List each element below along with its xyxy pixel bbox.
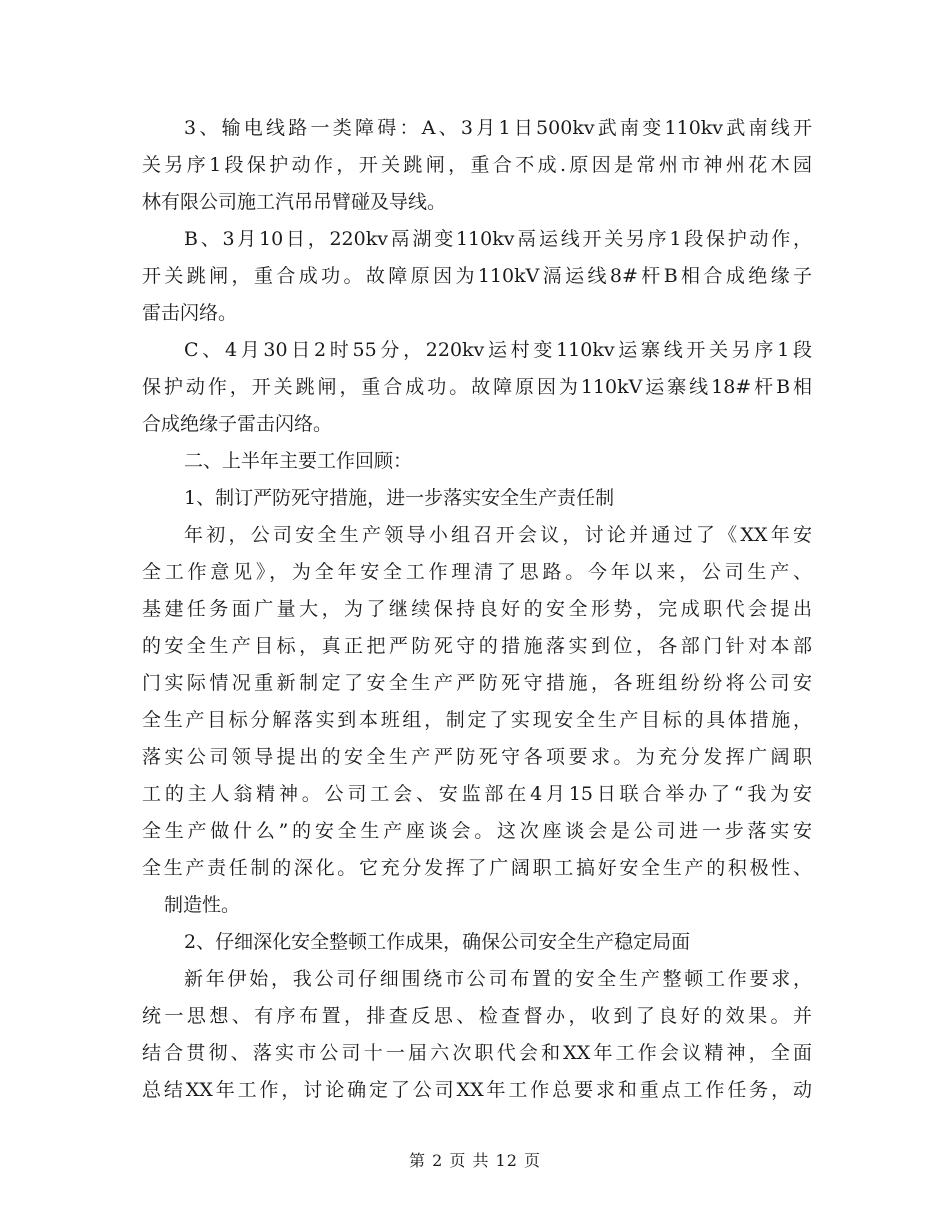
text-line: 合成绝缘子雷击闪络。 bbox=[142, 413, 333, 435]
text-line: 落实公司领导提出的安全生产严防死守各项要求。为充分发挥广阔职 bbox=[142, 746, 812, 768]
text-line: 2、仔细深化安全整顿工作成果，确保公司安全生产稳定局面 bbox=[184, 931, 691, 953]
text-line: C、4月30日2时55分，220kv运村变110kv运寨线开关另序1段 bbox=[184, 339, 812, 361]
text-line: 基建任务面广量大，为了继续保持良好的安全形势，完成职代会提出 bbox=[142, 598, 812, 620]
text-line: 结合贯彻、落实市公司十一届六次职代会和XX年工作会议精神，全面 bbox=[142, 1042, 812, 1064]
text-line: 统一思想、有序布置，排查反思、检查督办，收到了良好的效果。并 bbox=[142, 1005, 812, 1027]
text-line: 全工作意见》，为全年安全工作理清了思路。今年以来，公司生产、 bbox=[142, 561, 812, 583]
page-footer: 第 2 页 共 12 页 bbox=[409, 1151, 541, 1170]
text-line: 全生产做什么”的安全生产座谈会。这次座谈会是公司进一步落实安 bbox=[142, 820, 812, 842]
document-body bbox=[142, 110, 812, 1109]
text-line: 3、输电线路一类障碍：A、3月1日500kv武南变110kv武南线开 bbox=[184, 117, 812, 139]
text-line: 保护动作，开关跳闸，重合成功。故障原因为110kV运寨线18#杆B相 bbox=[142, 376, 812, 398]
text-line: 1、制订严防死守措施，进一步落实安全生产责任制 bbox=[184, 487, 615, 509]
text-line: 雷击闪络。 bbox=[142, 302, 238, 324]
text-line: 总结XX年工作，讨论确定了公司XX年工作总要求和重点工作任务，动 bbox=[142, 1079, 812, 1101]
text-line: 工的主人翁精神。公司工会、安监部在4月15日联合举办了“我为安 bbox=[142, 783, 812, 805]
text-line: 制造性。 bbox=[164, 894, 241, 916]
text-line: 林有限公司施工汽吊吊臂碰及导线。 bbox=[142, 191, 447, 213]
text-line: 全生产目标分解落实到本班组，制定了实现安全生产目标的具体措施， bbox=[142, 709, 812, 731]
text-line: 二、上半年主要工作回顾： bbox=[184, 450, 413, 472]
text-line: 全生产责任制的深化。它充分发挥了广阔职工搞好安全生产的积极性、 bbox=[142, 857, 812, 879]
text-line: 新年伊始，我公司仔细围绕市公司布置的安全生产整顿工作要求， bbox=[184, 968, 812, 990]
text-line: B、3月10日，220kv鬲湖变110kv鬲运线开关另序1段保护动作， bbox=[184, 228, 812, 250]
text-line: 关另序1段保护动作，开关跳闸，重合不成.原因是常州市神州花木园 bbox=[142, 154, 812, 176]
text-line: 的安全生产目标，真正把严防死守的措施落实到位，各部门针对本部 bbox=[142, 635, 812, 657]
text-line: 年初，公司安全生产领导小组召开会议，讨论并通过了《XX年安 bbox=[184, 524, 812, 546]
text-line: 开关跳闸，重合成功。故障原因为110kV滆运线8#杆B相合成绝缘子 bbox=[142, 265, 812, 287]
text-line: 门实际情况重新制定了安全生产严防死守措施，各班组纷纷将公司安 bbox=[142, 672, 812, 694]
